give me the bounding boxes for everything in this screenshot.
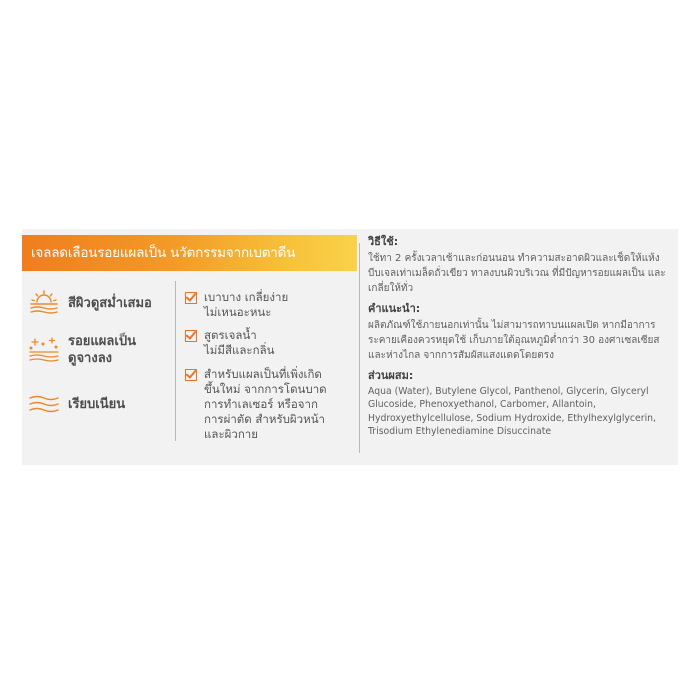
product-banner: เจลลดเลือนรอยแผลเป็น นวัตกรรมจากเบตาดีน	[22, 235, 357, 271]
sparkle-skin-icon	[28, 336, 60, 364]
advice-heading: คำแนะนำ:	[368, 302, 421, 315]
benefit-even-tone	[28, 289, 152, 317]
smooth-wave-icon	[28, 390, 60, 418]
feature-text: สูตรเจลน้ำ ไม่มีสีและกลิ่น	[204, 328, 275, 357]
feature-item	[185, 290, 350, 320]
benefit-label: รอยแผลเป็น ดูจางลง	[68, 334, 136, 366]
checkbox-icon	[185, 292, 197, 304]
ingredients-heading: ส่วนผสม:	[368, 369, 414, 382]
ingredients-text: Aqua (Water), Butylene Glycol, Panthenol, Glycerin, Glyceryl Glucoside, Phenoxyethanol, Carbomer, Allantoin, Hydroxyethylcellulose, Sodium Hydroxide, Ethylhexylglycerin, Trisodium Ethylenediamine Disuccinate	[368, 386, 657, 437]
benefit-smooth	[28, 390, 125, 418]
column-divider	[359, 243, 360, 453]
column-divider	[175, 281, 176, 441]
benefit-label: เรียบเนียน	[68, 396, 126, 412]
usage-text: ใช้ทา 2 ครั้งเวลาเช้าและก่อนนอน ทำความสะอาดผิวและเช็ดให้แห้ง บีบเจลเท่าเมล็ดถั่วเขียว ทาลงบนผิวบริเวณ ที่มีปัญหารอยแผลเป็น และเกลี่ยให้ทั่ว	[368, 253, 666, 294]
checkbox-icon	[185, 330, 197, 342]
benefit-scar-fade	[28, 333, 136, 367]
usage-heading: วิธีใช้:	[368, 235, 399, 248]
benefit-label: สีผิวดูสม่ำเสมอ	[68, 295, 152, 311]
feature-item	[185, 367, 350, 442]
feature-text: สำหรับแผลเป็นที่เพิ่งเกิด ขึ้นใหม่ จากการโดนบาด การทำเลเซอร์ หรือจาก การผ่าตัด สำหรับผิวหน้า และผิวกาย	[204, 367, 327, 441]
checkbox-icon	[185, 369, 197, 381]
instructions-column	[368, 235, 668, 438]
sun-skin-icon	[28, 289, 60, 317]
feature-item	[185, 328, 350, 358]
feature-text: เบาบาง เกลี่ยง่าย ไม่เหนอะหนะ	[204, 290, 289, 319]
advice-text: ผลิตภัณฑ์ใช้ภายนอกเท่านั้น ไม่สามารถทาบนแผลเปิด หากมีอาการระคายเคืองควรหยุดใช้ เก็บภายใต้อุณหภูมิต่ำกว่า 30 องศาเซลเซียส และห่างไกล จากการสัมผัสแสงแดดโดยตรง	[368, 320, 660, 361]
product-info-panel	[22, 229, 678, 465]
